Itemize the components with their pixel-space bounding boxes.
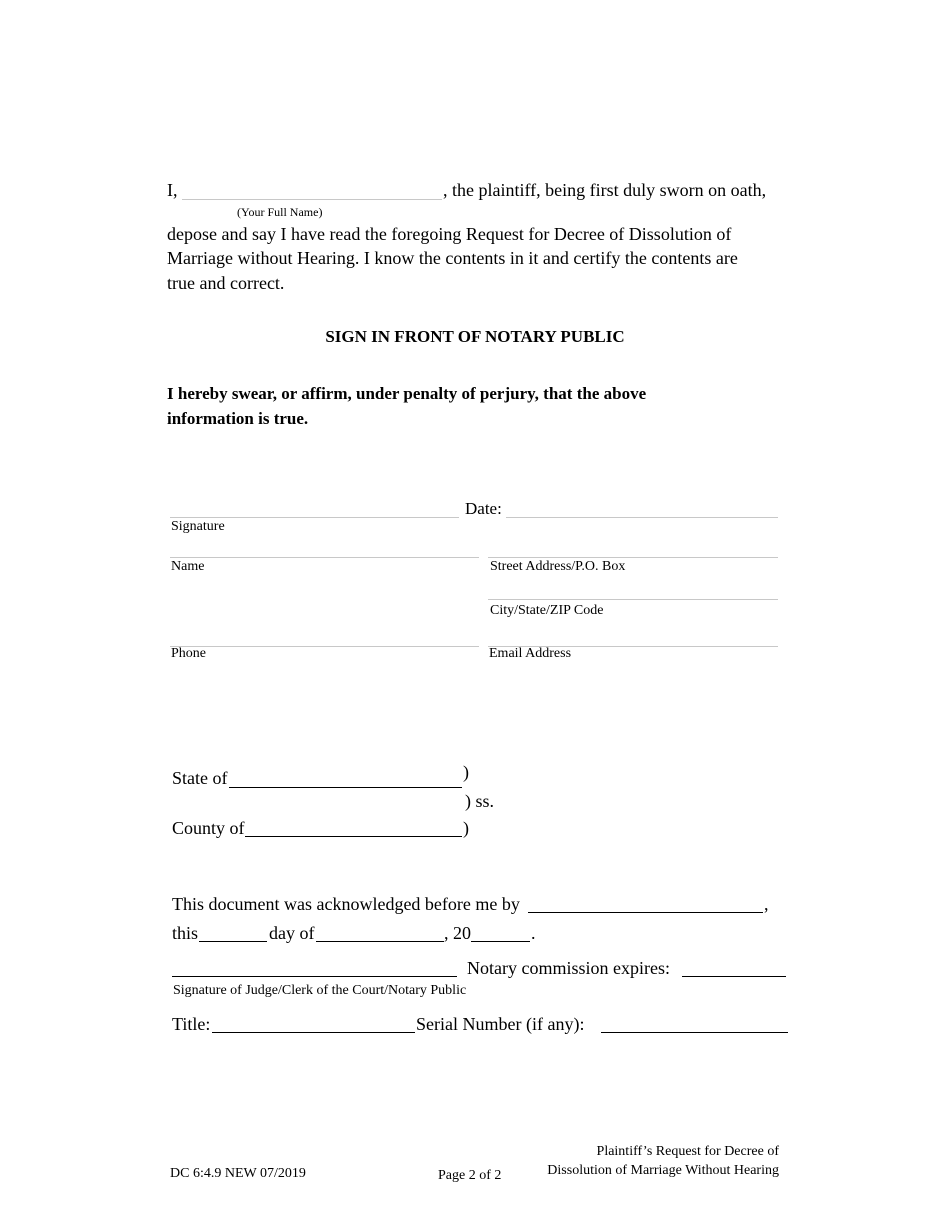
name-input-line[interactable] bbox=[170, 557, 479, 558]
venue-paren-bottom: ) bbox=[463, 818, 469, 838]
affidavit-i-prefix: I, bbox=[167, 180, 178, 200]
month-input-line[interactable] bbox=[316, 941, 444, 942]
affidavit-body-line-3: true and correct. bbox=[167, 273, 285, 293]
acknowledgment-period: . bbox=[531, 923, 536, 943]
swear-statement-line-1: I hereby swear, or affirm, under penalty of perjury, that the above bbox=[167, 384, 647, 403]
notary-heading: SIGN IN FRONT OF NOTARY PUBLIC bbox=[325, 327, 625, 346]
venue-paren-top: ) bbox=[463, 762, 469, 782]
full-name-caption: (Your Full Name) bbox=[237, 205, 323, 219]
street-address-caption: Street Address/P.O. Box bbox=[490, 559, 626, 574]
footer-form-code: DC 6:4.9 NEW 07/2019 bbox=[170, 1166, 306, 1181]
year-prefix: , 20 bbox=[444, 923, 471, 943]
footer-title-line-1: Plaintiff’s Request for Decree of bbox=[596, 1144, 779, 1159]
state-input-line[interactable] bbox=[229, 787, 462, 788]
title-input-line[interactable] bbox=[212, 1032, 415, 1033]
acknowledgment-comma: , bbox=[764, 894, 769, 914]
footer-page-number: Page 2 of 2 bbox=[438, 1168, 502, 1183]
day-of-label: day of bbox=[269, 923, 315, 943]
notary-signature-input-line[interactable] bbox=[172, 976, 457, 977]
full-name-input-line[interactable] bbox=[182, 199, 442, 200]
county-input-line[interactable] bbox=[245, 836, 462, 837]
affidavit-body-line-2: Marriage without Hearing. I know the contents in it and certify the contents are bbox=[167, 248, 738, 268]
serial-number-label: Serial Number (if any): bbox=[416, 1014, 585, 1034]
state-of-label: State of bbox=[172, 768, 228, 788]
signature-caption: Signature bbox=[171, 519, 225, 534]
acknowledged-by-input-line[interactable] bbox=[528, 912, 763, 913]
signature-input-line[interactable] bbox=[170, 517, 459, 518]
footer-title-line-2: Dissolution of Marriage Without Hearing bbox=[547, 1163, 779, 1178]
county-of-label: County of bbox=[172, 818, 245, 838]
city-state-zip-input-line[interactable] bbox=[488, 599, 778, 600]
venue-ss: ) ss. bbox=[465, 791, 495, 811]
year-input-line[interactable] bbox=[471, 941, 530, 942]
footer-document-title bbox=[547, 1144, 779, 1179]
day-input-line[interactable] bbox=[199, 941, 267, 942]
title-label: Title: bbox=[172, 1014, 211, 1034]
date-label: Date: bbox=[465, 499, 502, 518]
commission-expires-label: Notary commission expires: bbox=[467, 958, 670, 978]
phone-input-line[interactable] bbox=[170, 646, 479, 647]
city-state-zip-caption: City/State/ZIP Code bbox=[490, 603, 604, 618]
serial-number-input-line[interactable] bbox=[601, 1032, 788, 1033]
commission-expires-input-line[interactable] bbox=[682, 976, 786, 977]
email-caption: Email Address bbox=[489, 646, 572, 661]
name-caption: Name bbox=[171, 559, 205, 574]
this-label: this bbox=[172, 923, 199, 943]
date-input-line[interactable] bbox=[506, 517, 778, 518]
notary-signature-caption: Signature of Judge/Clerk of the Court/Notary Public bbox=[173, 983, 467, 998]
swear-statement-line-2: information is true. bbox=[167, 409, 309, 428]
street-address-input-line[interactable] bbox=[488, 557, 778, 558]
affidavit-oath-text: , the plaintiff, being first duly sworn on oath, bbox=[443, 180, 767, 200]
phone-caption: Phone bbox=[171, 646, 206, 661]
acknowledgment-text: This document was acknowledged before me by bbox=[172, 894, 520, 914]
affidavit-body-line-1: depose and say I have read the foregoing Request for Decree of Dissolution of bbox=[167, 224, 732, 244]
